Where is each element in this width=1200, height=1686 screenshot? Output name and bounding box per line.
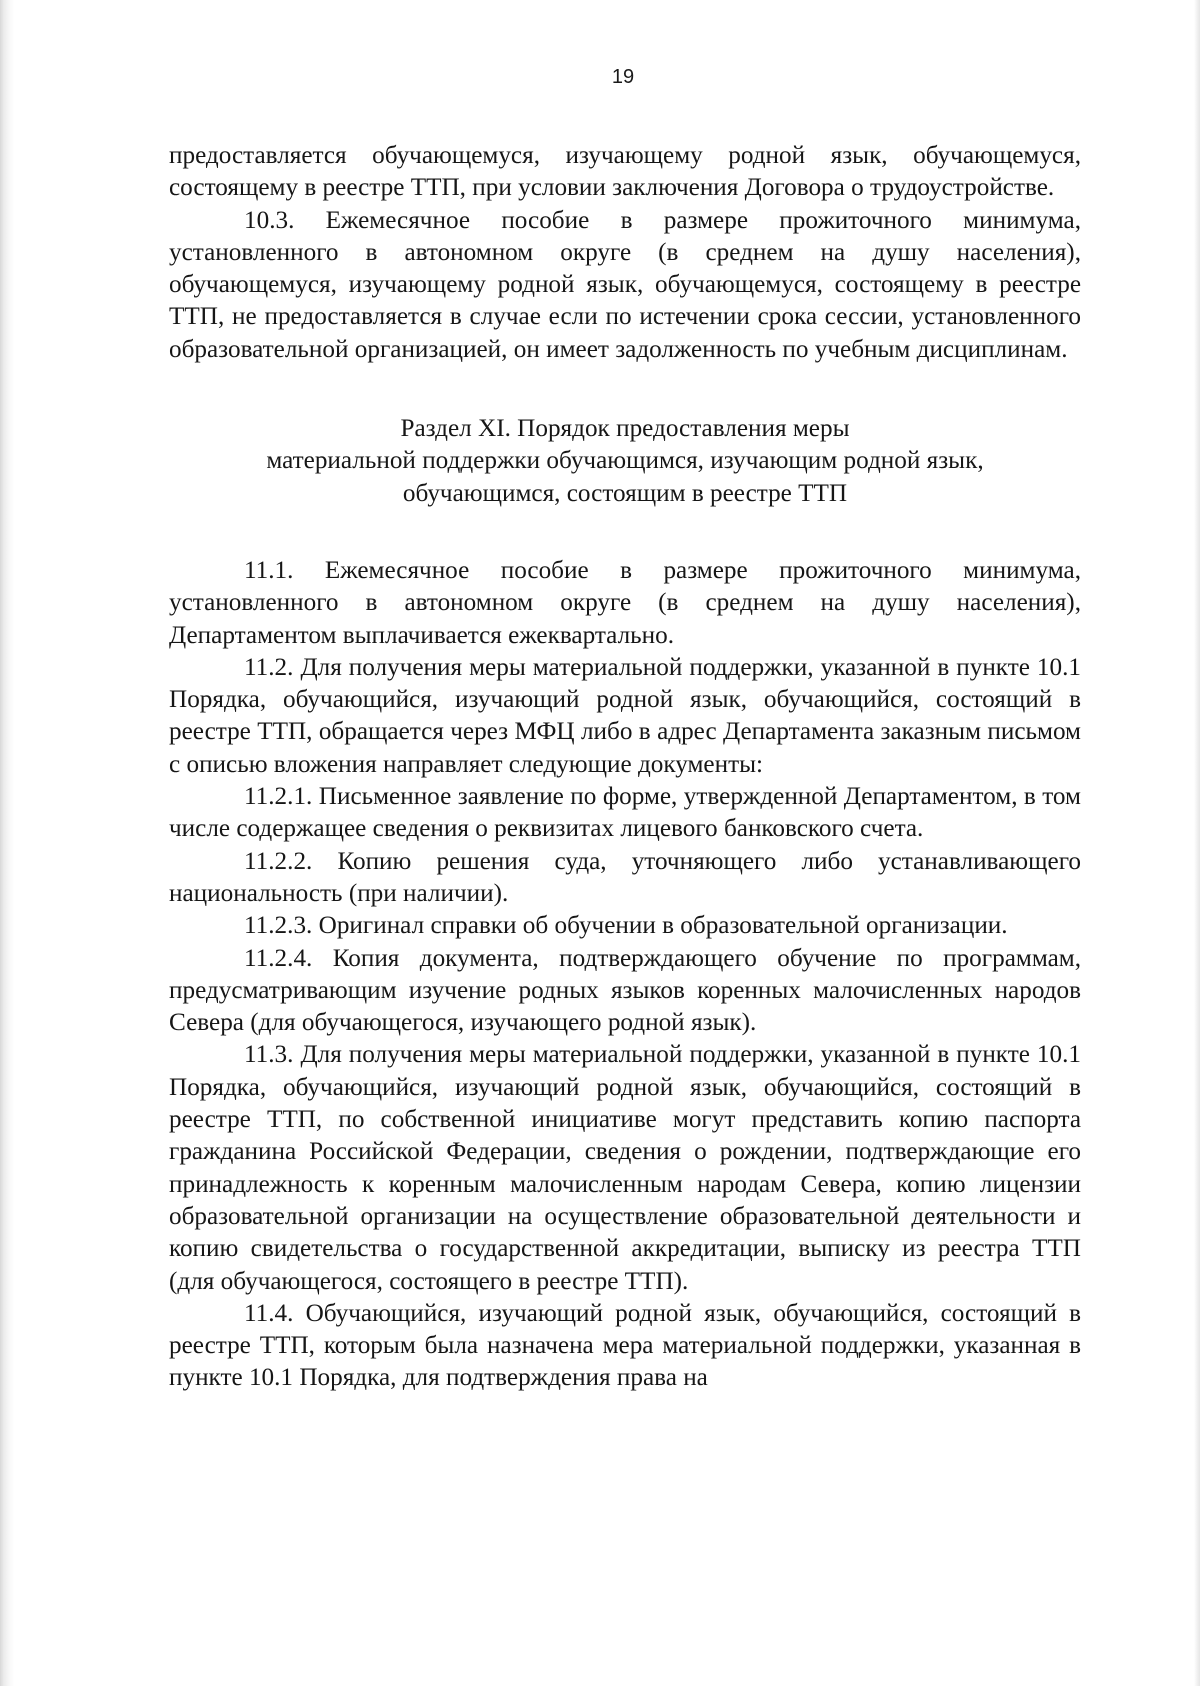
paragraph-11-2-3: 11.2.3. Оригинал справки об обучении в образовательной организации.: [244, 912, 1008, 940]
section-title: [169, 413, 1081, 510]
section-title-line-2: материальной поддержки обучающимся, изучающим родной язык,: [266, 447, 984, 475]
page-number: 19: [611, 66, 635, 88]
paragraph-11-2-2: 11.2.2. Копию решения суда, уточняющего либо устанавливающего национальность (при наличии).: [169, 847, 1081, 907]
paragraph-continuation: предоставляется обучающемуся, изучающему родной язык, обучающемуся, состоящему в реестре ТТП, при условии заключения Договора о трудоустройстве.: [169, 142, 1081, 202]
paragraph-11-2: 11.2. Для получения меры материальной поддержки, указанной в пункте 10.1 Порядка, обучающийся, изучающий родной язык, обучающийся, состоящий в реестре ТТП, обращается через МФЦ либо в адрес Департамента заказным письмом с описью вложения направляет следующие документы:: [169, 653, 1081, 778]
scan-right-edge: [1194, 0, 1200, 1686]
document-body: [169, 140, 1081, 1395]
paragraph-11-3: 11.3. Для получения меры материальной поддержки, указанной в пункте 10.1 Порядка, обучающийся, изучающий родной язык, обучающийся, состоящий в реестре ТТП, по собственной инициативе могут представить копию паспорта гражданина Российской Федерации, сведения о рождении, подтверждающие его принадлежность к коренным малочисленным народам Севера, копию лицензии образовательной организации на осуществление образовательной деятельности и копию свидетельства о государственной аккредитации, выписку из реестра ТТП (для обучающегося, состоящего в реестре ТТП).: [169, 1041, 1081, 1295]
paragraph-11-2-4: 11.2.4. Копия документа, подтверждающего обучение по программам, предусматривающим изучение родных языков коренных малочисленных народов Севера (для обучающегося, изучающего родной язык).: [169, 944, 1081, 1037]
scan-binding-edge: [0, 0, 14, 1686]
paragraph-11-1: 11.1. Ежемесячное пособие в размере прожиточного минимума, установленного в автономном округе (в среднем на душу населения), Департаментом выплачивается ежеквартально.: [169, 556, 1081, 649]
section-title-line-3: обучающимся, состоящим в реестре ТТП: [402, 479, 848, 507]
section-title-line-1: Раздел XI. Порядок предоставления меры: [400, 415, 850, 443]
paragraph-11-2-1: 11.2.1. Письменное заявление по форме, утвержденной Департаментом, в том числе содержащее сведения о реквизитах лицевого банковского счета.: [169, 783, 1081, 843]
paragraph-10-3: 10.3. Ежемесячное пособие в размере прожиточного минимума, установленного в автономном округе (в среднем на душу населения), обучающемуся, изучающему родной язык, обучающемуся, состоящему в реестре ТТП, не предоставляется в случае если по истечении срока сессии, установленного образовательной организацией, он имеет задолженность по учебным дисциплинам.: [169, 206, 1081, 363]
paragraph-11-4: 11.4. Обучающийся, изучающий родной язык, обучающийся, состоящий в реестре ТТП, которым была назначена мера материальной поддержки, указанная в пункте 10.1 Порядка, для подтверждения права на: [169, 1299, 1081, 1392]
